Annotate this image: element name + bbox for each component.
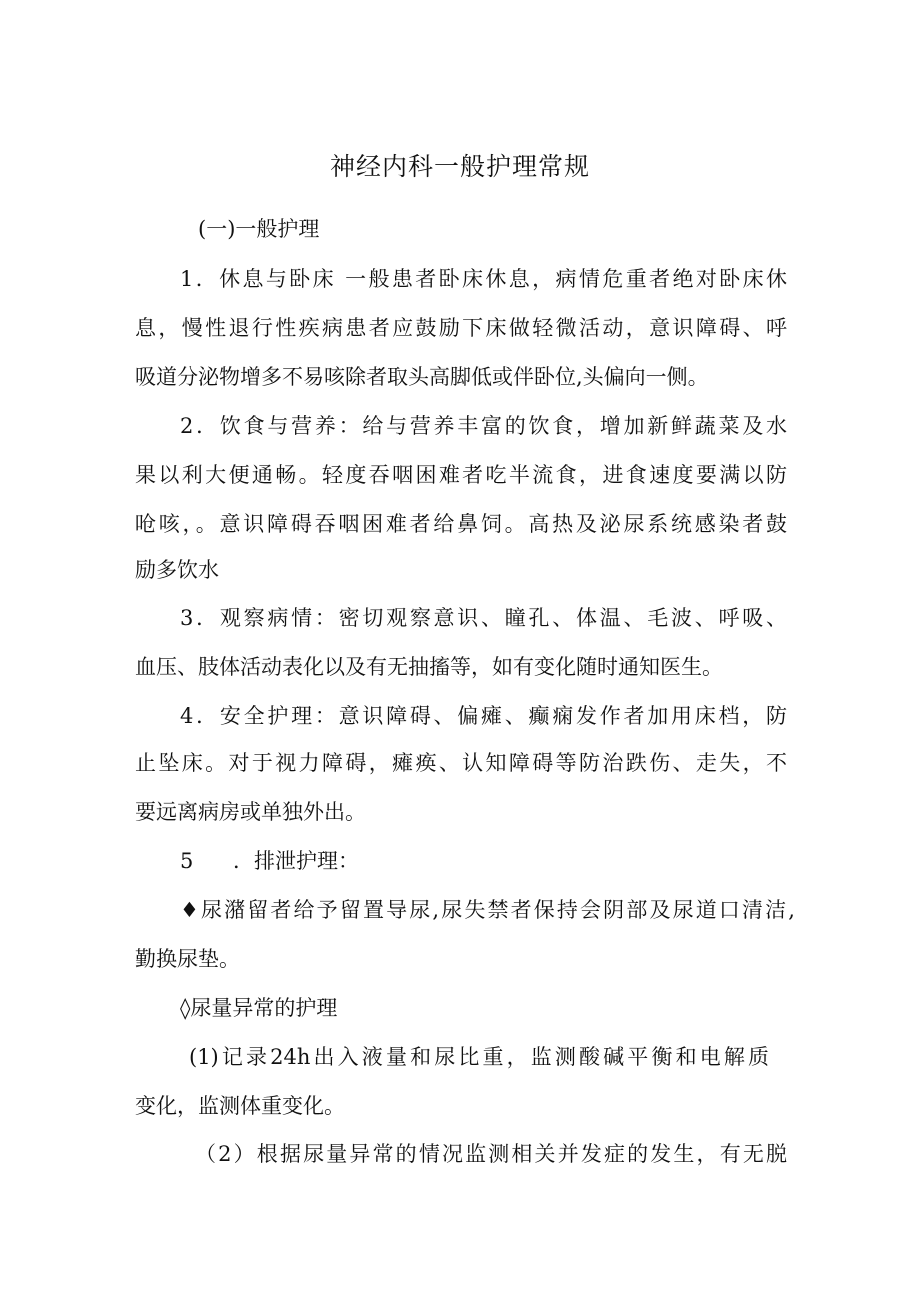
item3-line2: 血压、肢体活动表化以及有无抽搐等，如有变化随时通知医生。 bbox=[135, 655, 723, 679]
item1-line1: 1．休息与卧床 一般患者卧床休息，病情危重者绝对卧床休 bbox=[180, 267, 787, 291]
item5-label: ．排泄护理： bbox=[233, 849, 359, 873]
bullet1-line2: 勤换尿垫。 bbox=[135, 947, 240, 971]
sub1-line1: (1)记录24h出入液量和尿比重，监测酸碱平衡和电解质 bbox=[189, 1045, 769, 1069]
item2-line1: 2．饮食与营养：给与营养丰富的饮食，增加新鲜蔬菜及水 bbox=[180, 414, 787, 438]
item4-line2: 止坠床。对于视力障碍，瘫痪、认知障碍等防治跌伤、走失，不 bbox=[135, 751, 787, 775]
item4-line3: 要远离病房或单独外出。 bbox=[135, 800, 366, 824]
bullet1-line1: ♦尿潴留者给予留置导尿,尿失禁者保持会阴部及尿道口清洁, bbox=[180, 898, 795, 922]
item2-line3: 呛咳，。意识障碍吞咽困难者给鼻饲。高热及泌尿系统感染者鼓 bbox=[135, 512, 787, 536]
item3-line1: 3．观察病情：密切观察意识、瞳孔、体温、毛波、呼吸、 bbox=[180, 606, 787, 630]
sub1-line2: 变化，监测体重变化。 bbox=[135, 1094, 345, 1118]
sub2-line1: （2）根据尿量异常的情况监测相关并发症的发生，有无脱 bbox=[195, 1142, 787, 1166]
item2-line2: 果以利大便通畅。轻度吞咽困难者吃半流食，进食速度要满以防 bbox=[135, 463, 787, 487]
item1-line3: 吸道分泌物增多不易咳除者取头高脚低或伴卧位,头偏向一侧。 bbox=[135, 365, 709, 389]
item5-number: 5 bbox=[180, 849, 194, 873]
document-title: 神经内科一般护理常规 bbox=[329, 152, 590, 181]
item1-line2: 息，慢性退行性疾病患者应鼓励下床做轻微活动，意识障碍、呼 bbox=[135, 316, 787, 340]
section-heading: (一)一般护理 bbox=[198, 217, 320, 241]
bullet2-line1: ◊尿量异常的护理 bbox=[180, 996, 338, 1020]
item2-line4: 励多饮水 bbox=[135, 558, 219, 582]
item4-line1: 4．安全护理：意识障碍、偏瘫、癫痫发作者加用床档，防 bbox=[180, 704, 787, 728]
